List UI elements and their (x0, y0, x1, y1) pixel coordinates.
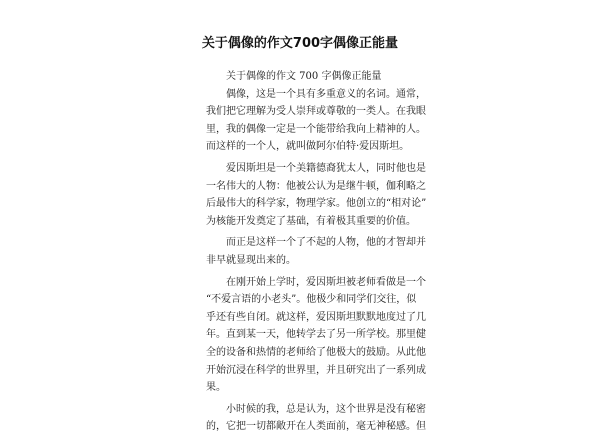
text-line: “不爱言语的小老头”。他极少和同学们交往，似 (206, 294, 417, 306)
document-body (206, 68, 427, 436)
text-line: 爱因斯坦是一个美籍德裔犹太人，同时他也是 (226, 162, 426, 174)
text-line: 而正是这样一个了不起的人物，他的才智却并 (226, 237, 426, 249)
text-line: 的，它把一切都敞开在人类面前，毫无神秘感。但 (206, 421, 426, 433)
text-line: 后最伟大的科学家，物理学家。他创立的“相对论” (206, 198, 427, 210)
text-line: 而这样的一个人，就叫做阿尔伯特·爱因斯坦。 (206, 141, 410, 153)
text-line: 果。 (206, 382, 226, 394)
text-line: 里，我的偶像一定是一个能带给我向上精神的人。 (206, 123, 426, 135)
document-title: 关于偶像的作文700字偶像正能量 (201, 36, 399, 51)
text-line: 年。直到某一天，他转学去了另一所学校。那里健 (206, 329, 426, 341)
text-line: 在刚开始上学时，爱因斯坦被老师看做是一个 (226, 276, 426, 288)
text-line: 开始沉浸在科学的世界里，并且研究出了一系列成 (206, 364, 426, 376)
text-line: 一名伟大的人物：他被公认为是继牛顿，伽利略之 (206, 180, 426, 192)
text-line: 为核能开发奠定了基础，有着极其重要的价值。 (206, 215, 416, 227)
text-line: 偶像，这是一个具有多重意义的名词。通常， (226, 88, 426, 100)
text-line: 我们把它理解为受人崇拜或尊敬的一类人。在我眼 (206, 106, 426, 118)
text-line: 非早就显现出来的。 (206, 254, 296, 266)
text-line: 全的设备和热情的老师给了他极大的鼓励。从此他 (206, 346, 426, 358)
text-line: 乎还有些自闭。就这样，爱因斯坦默默地度过了几 (206, 311, 426, 323)
text-line: 小时候的我，总是认为，这个世界是没有秘密 (226, 403, 426, 415)
text-line: 关于偶像的作文 700 字偶像正能量 (226, 71, 382, 82)
